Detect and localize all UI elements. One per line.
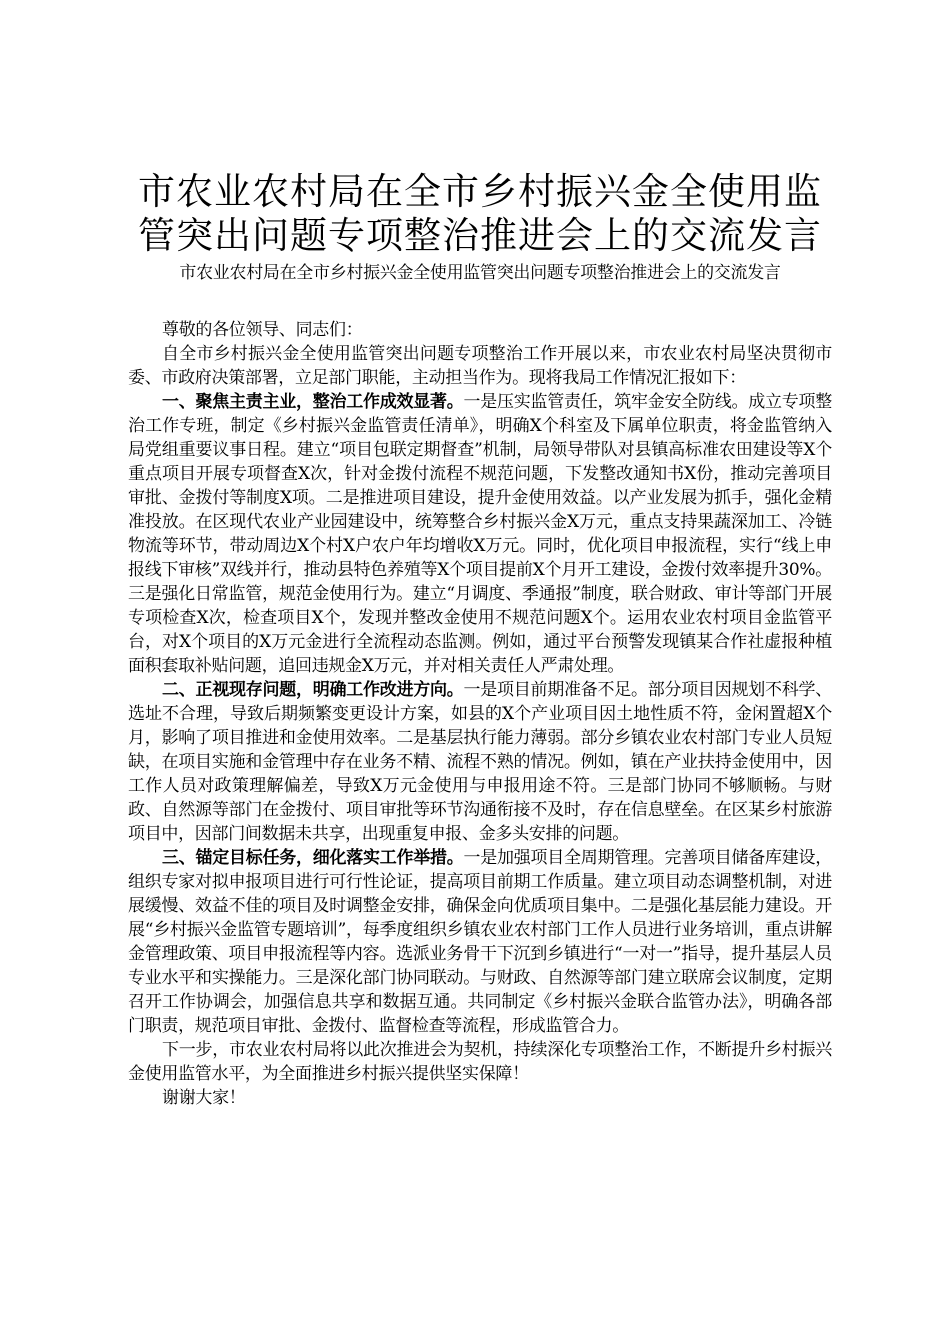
thanks-line: 谢谢大家！	[162, 1088, 246, 1108]
document-subtitle: 市农业农村局在全市乡村振兴金全使用监管突出问题专项整治推进会上的交流发言	[179, 263, 781, 283]
section-paragraph-1	[128, 390, 832, 678]
section-text-3: 一是加强项目全周期管理。完善项目储备库建设，组织专家对拟申报项目进行可行性论证，提高项目前期工作质量。建立项目动态调整机制，对进展缓慢、效益不佳的项目及时调整金安排，确保金向优质项目集中。二是强化基层能力建设。开展“乡村振兴金监管专题培训”，每季度组织乡镇农业农村部门工作人员进行业务培训，重点讲解金管理政策、项目申报流程等内容。选派业务骨干下沉到乡镇进行“一对一”指导，提升基层人员专业水平和实操能力。三是深化部门协同联动。与财政、自然源等部门建立联席会议制度，定期召开工作协调会，加强信息共享和数据互通。共同制定《乡村振兴金联合监管办法》，明确各部门职责，规范项目审批、金拨付、监督检查等流程，形成监管合力。	[128, 848, 832, 1036]
section-heading-3: 三、锚定目标任务，细化落实工作举措。	[162, 848, 464, 868]
document-title: 市农业农村局在全市乡村振兴金全使用监管突出问题专项整治推进会上的交流发言	[138, 170, 822, 257]
document-page	[128, 170, 832, 1110]
section-paragraph-3	[128, 846, 832, 1038]
section-text-1: 一是压实监管责任，筑牢金安全防线。成立专项整治工作专班，制定《乡村振兴金监管责任清单》，明确X个科室及下属单位职责，将金监管纳入局党组重要议事日程。建立“项目包联定期督查”机制，局领导带队对县镇高标准农田建设等X个重点项目开展专项督查X次，针对金拨付流程不规范问题，下发整改通知书X份，推动完善项目审批、金拨付等制度X项。二是推进项目建设，提升金使用效益。以产业发展为抓手，强化金精准投放。在区现代农业产业园建设中，统筹整合乡村振兴金X万元，重点支持果蔬深加工、冷链物流等环节，带动周边X个村X户农户年均增收X万元。同时，优化项目申报流程，实行“线上申报线下审核”双线并行，推动县特色养殖等X个项目提前X个月开工建设，金拨付效率提升30%。三是强化日常监管，规范金使用行为。建立“月调度、季通报”制度，联合财政、审计等部门开展专项检查X次，检查项目X个，发现并整改金使用不规范问题X个。运用农业农村项目金监管平台，对X个项目的X万元金进行全流程动态监测。例如，通过平台预警发现镇某合作社虚报种植面积套取补贴问题，追回违规金X万元，并对相关责任人严肃处理。	[128, 392, 832, 676]
document-body	[128, 318, 832, 1110]
section-paragraph-2	[128, 678, 832, 846]
section-heading-1: 一、聚焦主责主业，整治工作成效显著。	[162, 392, 464, 412]
salutation: 尊敬的各位领导、同志们：	[162, 320, 363, 340]
closing-paragraph: 下一步，市农业农村局将以此次推进会为契机，持续深化专项整治工作，不断提升乡村振兴金使用监管水平，为全面推进乡村振兴提供坚实保障！	[128, 1040, 832, 1084]
section-text-2: 一是项目前期准备不足。部分项目因规划不科学、选址不合理，导致后期频繁变更设计方案，如县的X个产业项目因土地性质不符，金闲置超X个月，影响了项目推进和金使用效率。二是基层执行能力薄弱。部分乡镇农业农村部门专业人员短缺，在项目实施和金管理中存在业务不精、流程不熟的情况。例如，镇在产业扶持金使用中，因工作人员对政策理解偏差，导致X万元金使用与申报用途不符。三是部门协同不够顺畅。与财政、自然源等部门在金拨付、项目审批等环节沟通衔接不及时，存在信息壁垒。在区某乡村旅游项目中，因部门间数据未共享，出现重复申报、金多头安排的问题。	[128, 680, 832, 844]
section-heading-2: 二、正视现存问题，明确工作改进方向。	[162, 680, 464, 700]
intro-paragraph: 自全市乡村振兴金全使用监管突出问题专项整治工作开展以来，市农业农村局坚决贯彻市委、市政府决策部署，立足部门职能，主动担当作为。现将我局工作情况汇报如下：	[128, 344, 832, 388]
